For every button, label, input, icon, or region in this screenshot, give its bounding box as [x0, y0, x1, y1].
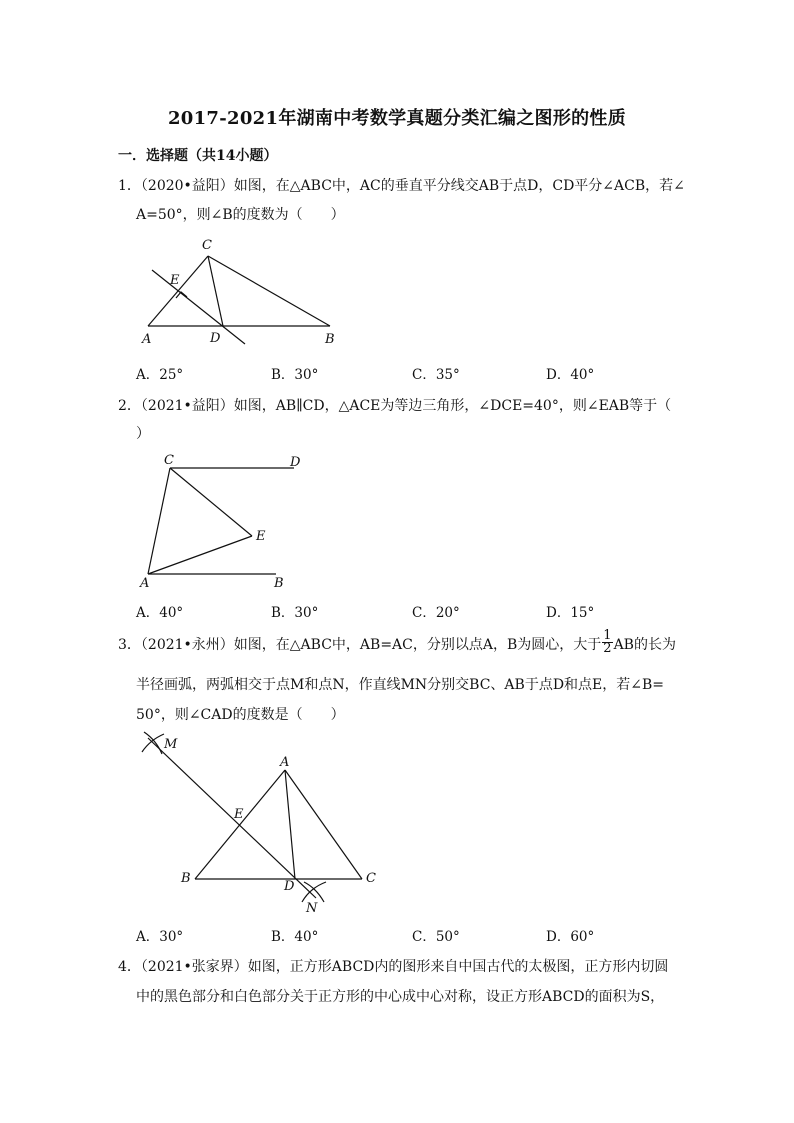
q3-figure [138, 730, 388, 915]
q2-choice-a[interactable]: A．40° [136, 605, 184, 621]
q3-label-d: D [284, 879, 295, 894]
q1-perpendicular-bisector [152, 270, 245, 344]
q3-segment-ab [195, 770, 285, 879]
q2-text-line2: ） [136, 426, 150, 442]
q3-fraction-numerator: 1 [603, 627, 612, 643]
q1-text-line2: A=50°，则∠B的度数为（ ） [136, 207, 345, 223]
q3-label-e: E [234, 807, 244, 822]
q3-label-c: C [366, 871, 376, 886]
q1-text-line1: 1．（2020•益阳）如图，在△ABC中，AC的垂直平分线交AB于点D，CD平分∠ACB，若∠ [118, 178, 685, 194]
q2-choices [136, 601, 696, 621]
q3-fraction [602, 627, 612, 656]
q2-segment-ac [148, 468, 170, 574]
q1-choice-c[interactable]: C．35° [412, 367, 460, 383]
q4-text-line1: 4．（2021•张家界）如图，正方形ABCD内的图形来自中国古代的太极图，正方形内切圆 [118, 959, 669, 975]
q2-segment-ce [170, 468, 252, 536]
q2-label-d: D [290, 455, 301, 470]
q2-label-b: B [274, 576, 284, 590]
q3-fraction-denominator: 2 [603, 640, 612, 656]
q2-choice-c[interactable]: C．20° [412, 605, 460, 621]
q1-segment-cd [208, 256, 223, 326]
q3-choice-b[interactable]: B．40° [271, 929, 319, 945]
q3-label-n: N [306, 901, 318, 915]
q3-line-mn [148, 738, 316, 898]
q1-label-a: A [142, 332, 152, 347]
q3-text-line3: 50°，则∠CAD的度数是（ ） [136, 707, 345, 723]
q2-figure [132, 450, 322, 590]
section-heading: 一．选择题（共14小题） [118, 148, 278, 164]
q2-choice-d[interactable]: D．15° [546, 605, 595, 621]
q1-segment-cb [208, 256, 330, 326]
q2-label-e: E [256, 529, 266, 544]
q1-choices [136, 363, 696, 383]
document-title: 2017-2021年湖南中考数学真题分类汇编之图形的性质 [167, 108, 627, 129]
q3-label-b: B [181, 871, 191, 886]
q3-choice-a[interactable]: A．30° [136, 929, 184, 945]
q1-figure [130, 236, 360, 348]
q3-arc-n2 [304, 882, 324, 902]
q3-segment-ac [285, 770, 362, 879]
q2-segment-ae [148, 536, 252, 574]
q1-choice-d[interactable]: D．40° [546, 367, 595, 383]
q3-label-a: A [280, 755, 290, 770]
q1-label-e: E [170, 273, 180, 288]
q3-text-line1-pre: 3．（2021•永州）如图，在△ABC中，AB=AC，分别以点A，B为圆心，大于 [118, 637, 602, 653]
q1-label-b: B [325, 332, 335, 347]
q1-choice-a[interactable]: A．25° [136, 367, 184, 383]
q3-text-line1 [118, 627, 676, 656]
q2-choice-b[interactable]: B．30° [271, 605, 319, 621]
q1-label-d: D [210, 331, 221, 346]
q3-segment-ad [285, 770, 295, 879]
q3-label-m: M [164, 737, 178, 752]
q2-label-c: C [164, 453, 174, 468]
q4-text-line2: 中的黑色部分和白色部分关于正方形的中心成中心对称，设正方形ABCD的面积为S， [136, 989, 665, 1005]
q3-text-line2: 半径画弧，两弧相交于点M和点N，作直线MN分别交BC、AB于点D和点E，若∠B= [136, 677, 665, 693]
q3-choice-c[interactable]: C．50° [412, 929, 460, 945]
q3-choices [136, 925, 696, 945]
q2-text-line1: 2．（2021•益阳）如图，AB∥CD，△ACE为等边三角形，∠DCE=40°，则∠EAB等于（ [118, 398, 672, 414]
q1-label-c: C [202, 238, 212, 253]
q2-label-a: A [140, 576, 150, 590]
q1-choice-b[interactable]: B．30° [271, 367, 319, 383]
q3-text-line1-post: AB的长为 [613, 637, 676, 653]
q3-choice-d[interactable]: D．60° [546, 929, 595, 945]
